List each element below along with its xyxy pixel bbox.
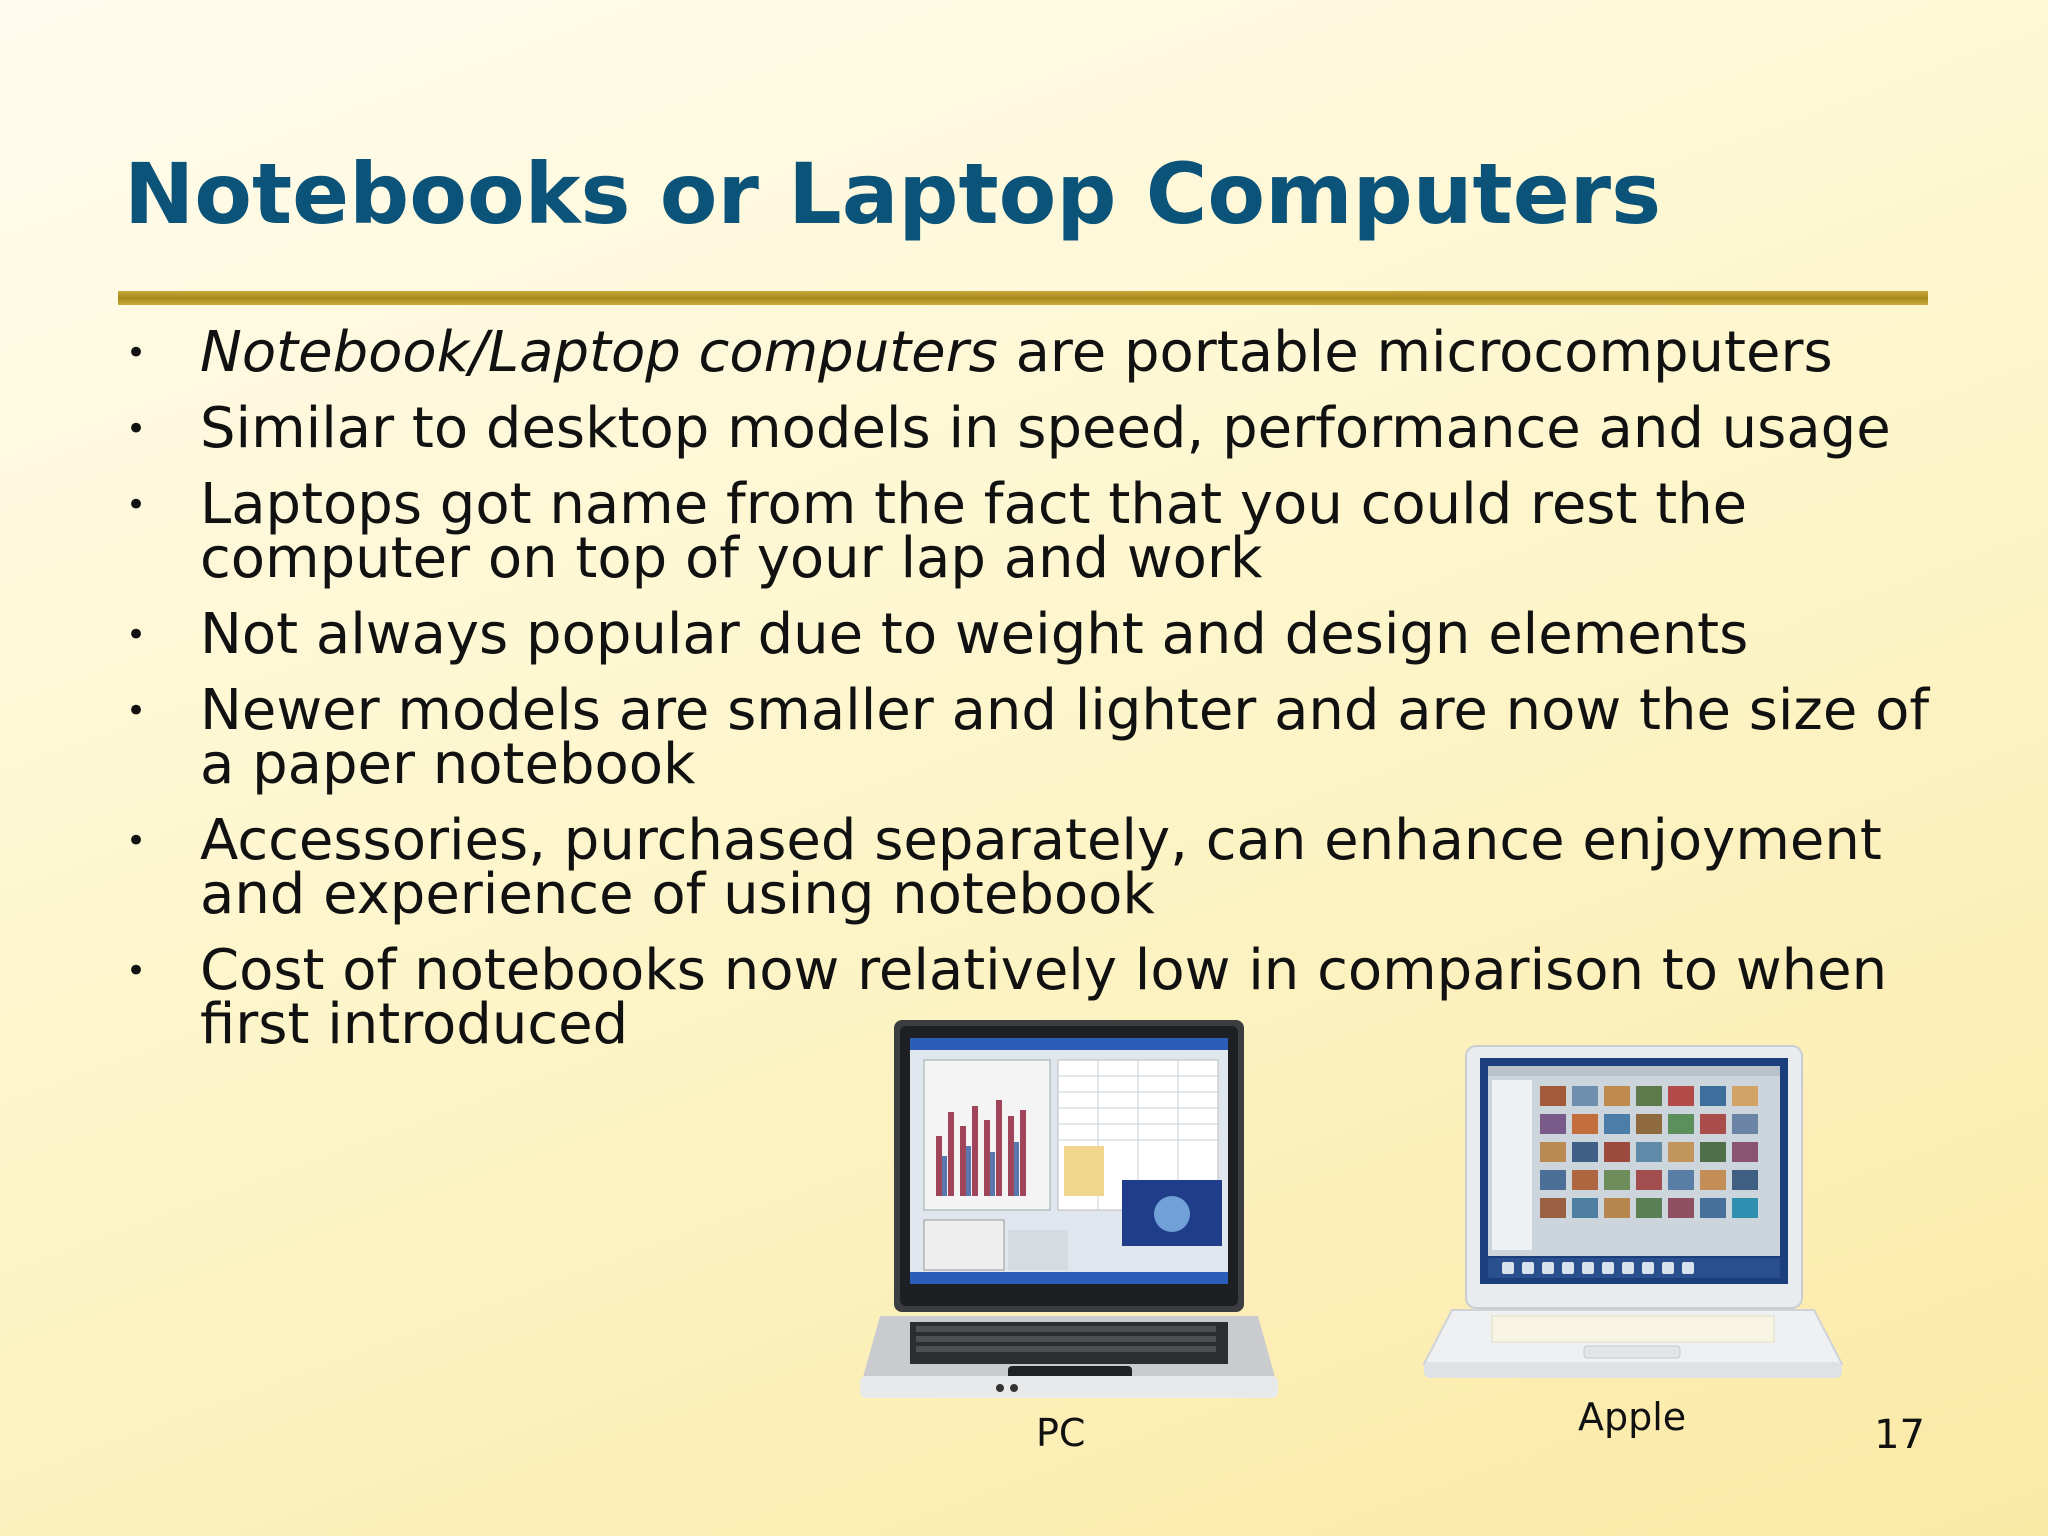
bullet-icon: •	[126, 951, 147, 991]
bullet-icon: •	[126, 821, 147, 861]
bullet-icon: •	[126, 485, 147, 525]
pc-caption: PC	[1036, 1411, 1086, 1455]
bullet-icon: •	[126, 409, 147, 449]
bullet-text: Similar to desktop models in speed, performance and usage	[200, 396, 1891, 461]
bullet-item	[122, 678, 1962, 797]
bullet-item	[122, 320, 1962, 385]
bullet-icon: •	[126, 615, 147, 655]
bullet-item	[122, 602, 1962, 667]
bullet-item	[122, 808, 1962, 927]
slide-title: Notebooks or Laptop Computers	[124, 145, 1662, 243]
bullet-item	[122, 396, 1962, 461]
apple-laptop-image	[1422, 1044, 1844, 1384]
bullet-item	[122, 472, 1962, 591]
bullet-text: Laptops got name from the fact that you could rest the computer on top of your lap and work	[200, 472, 1748, 591]
bullet-text: Not always popular due to weight and design elements	[200, 602, 1749, 667]
bullet-text: Cost of notebooks now relatively low in comparison to when first introduced	[200, 938, 1888, 1057]
bullet-list	[122, 320, 1962, 1074]
bullet-icon: •	[126, 333, 147, 373]
pc-laptop-image	[858, 1016, 1282, 1400]
bullet-text: Newer models are smaller and lighter and are now the size of a paper notebook	[200, 678, 1930, 797]
bullet-text: are portable microcomputers	[997, 320, 1833, 385]
bullet-icon: •	[126, 691, 147, 731]
bullet-emphasis: Notebook/Laptop computers	[200, 320, 998, 385]
bullet-text: Accessories, purchased separately, can enhance enjoyment and experience of using notebook	[200, 808, 1882, 927]
title-divider	[118, 291, 1928, 305]
page-number: 17	[1874, 1412, 1925, 1458]
apple-caption: Apple	[1578, 1395, 1687, 1439]
